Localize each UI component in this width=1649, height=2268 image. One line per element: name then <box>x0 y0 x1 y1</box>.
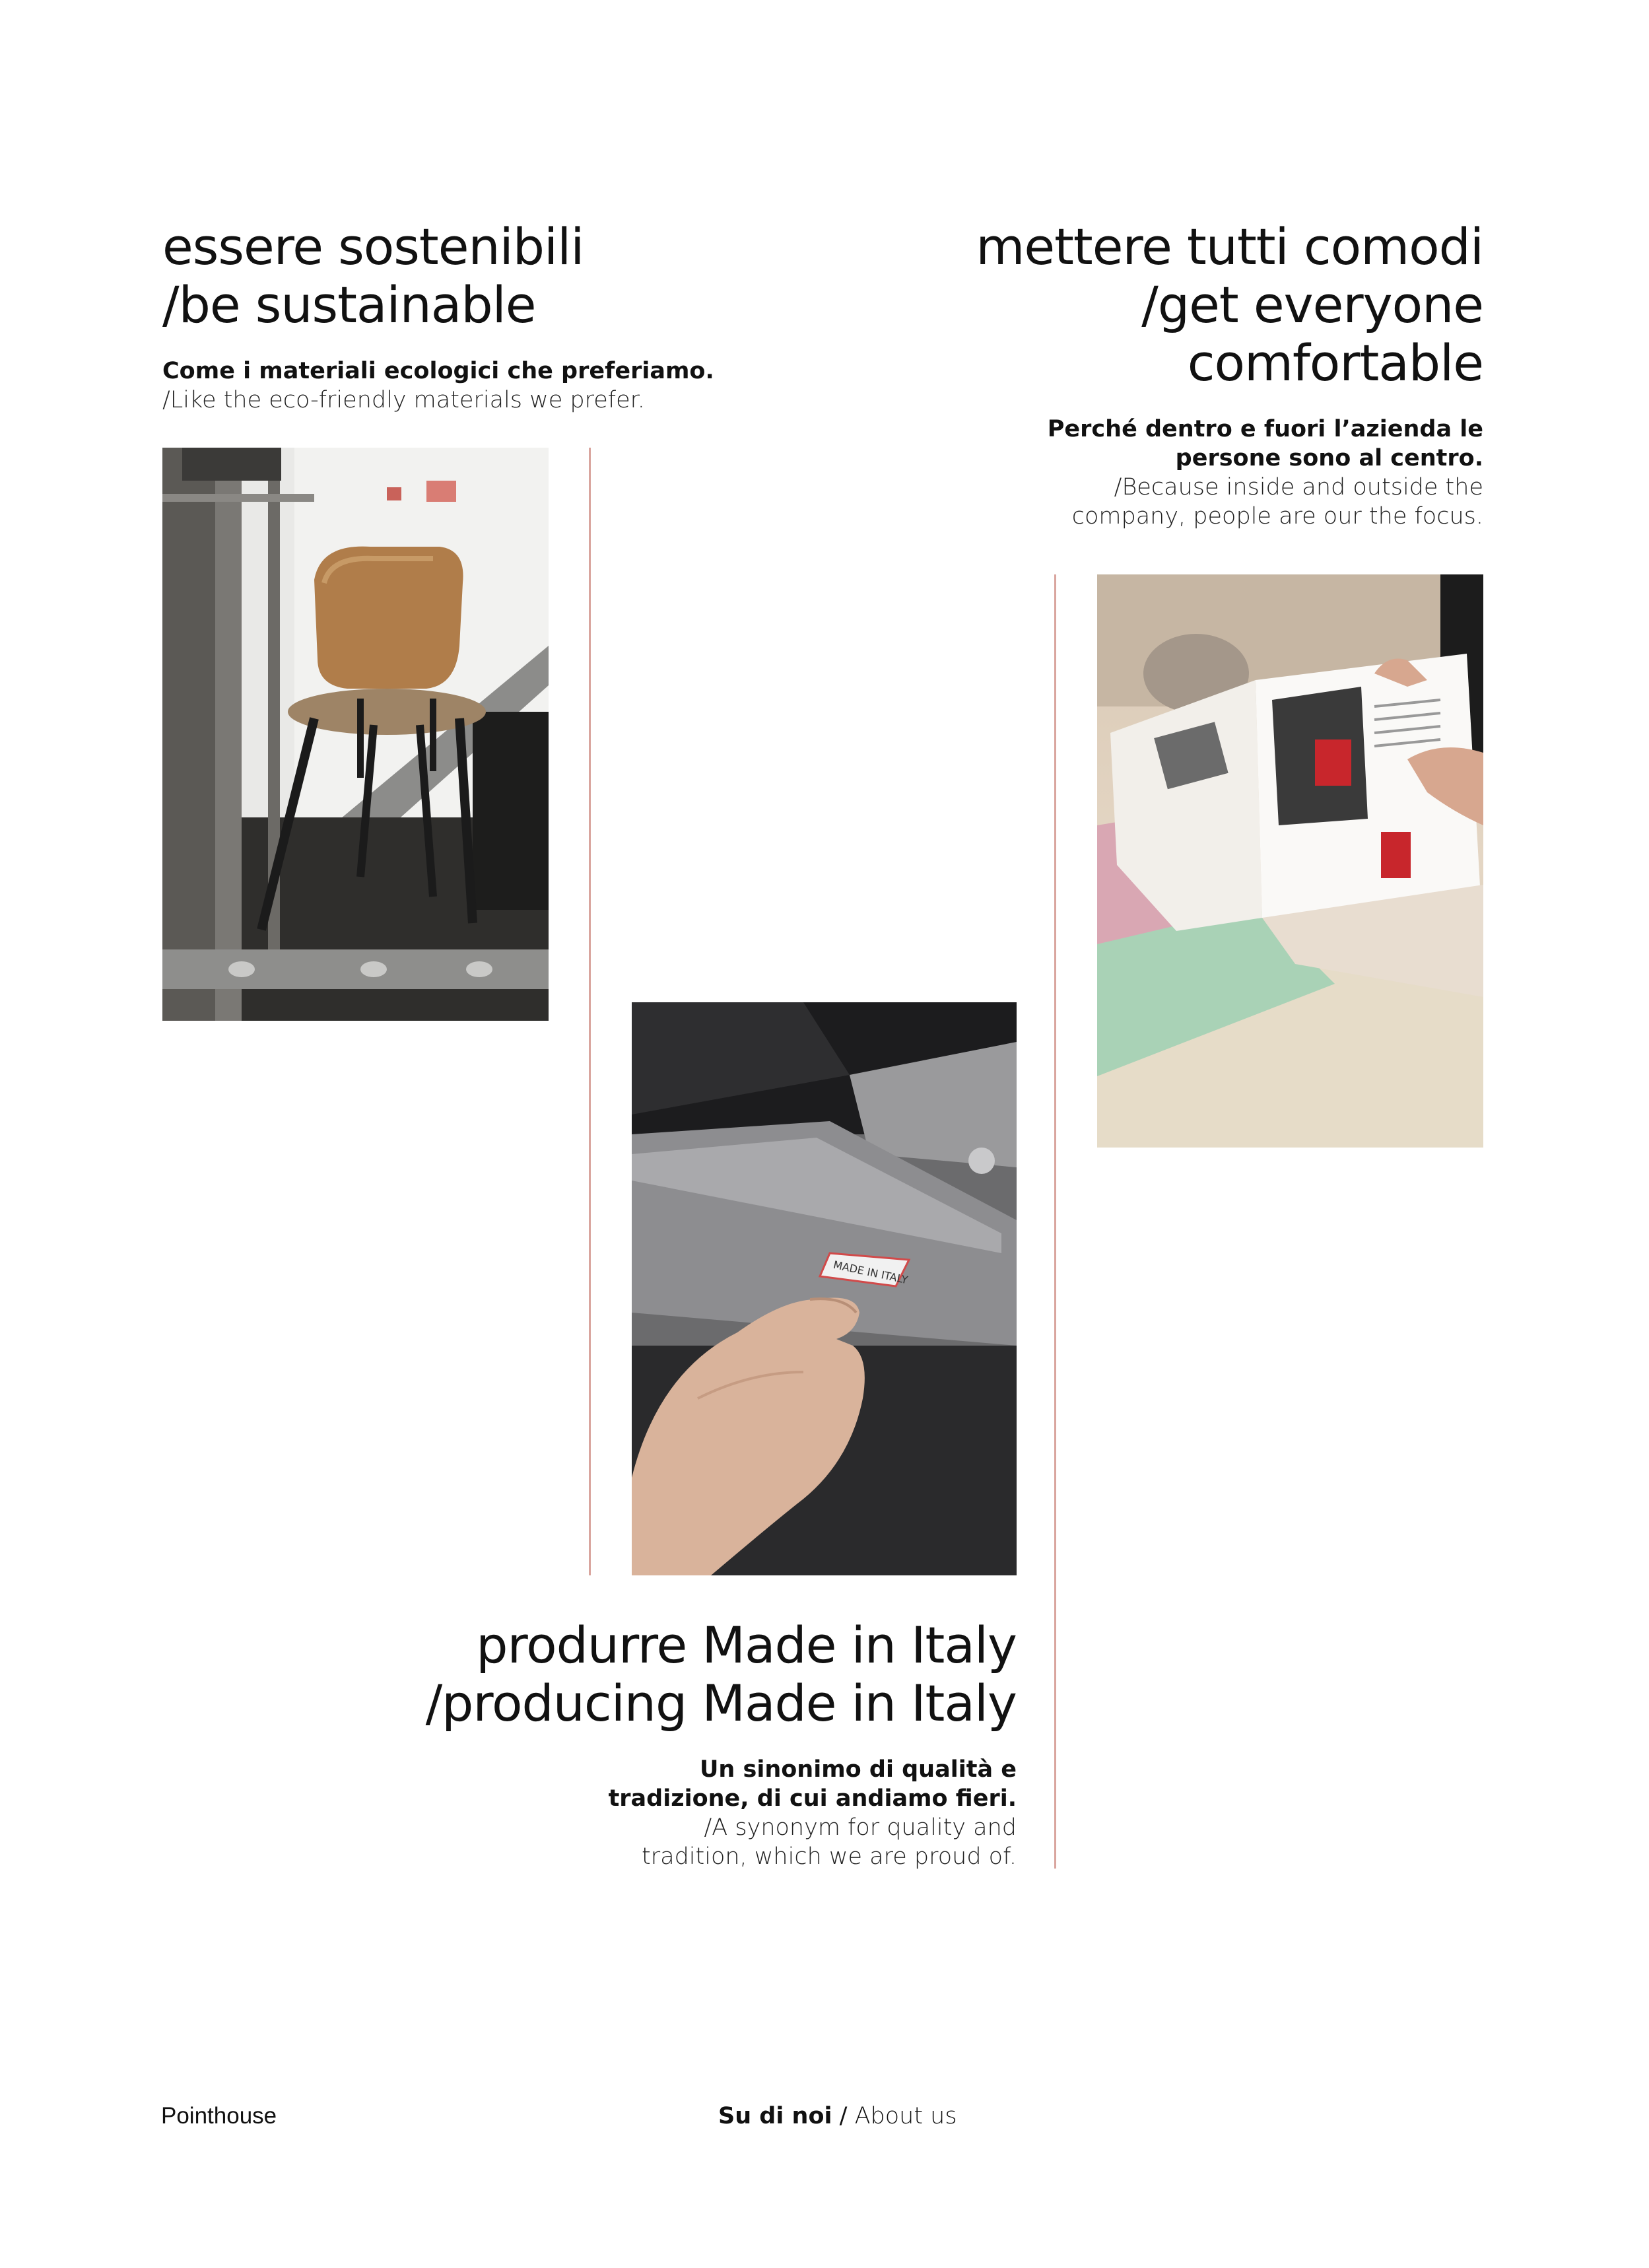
made-in-italy-title-it: produrre Made in Italy <box>476 1616 1017 1674</box>
comfortable-title-line2: /get everyone <box>1141 275 1483 334</box>
comfortable-heading <box>825 218 1483 392</box>
made-in-italy-text-en-line2: tradition, which we are proud of. <box>642 1843 1017 1870</box>
made-in-italy-title-en: /producing Made in Italy <box>425 1674 1017 1733</box>
sustainable-heading <box>162 218 757 334</box>
comfortable-text-it-line1: Perché dentro e fuori l’azienda le <box>1047 416 1483 442</box>
sustainable-description <box>162 357 757 415</box>
chair-photo <box>162 448 549 1021</box>
sustainable-text-it: Come i materiali ecologici che preferiamo. <box>162 358 714 384</box>
sustainable-title-en: /be sustainable <box>162 275 536 334</box>
made-in-italy-description <box>356 1755 1017 1871</box>
comfortable-description <box>825 415 1483 531</box>
made-in-italy-text-it-line2: tradizione, di cui andiamo fieri. <box>608 1785 1017 1812</box>
comfortable-text-en-line1: /Because inside and outside the <box>1114 474 1483 500</box>
footer-section <box>718 2103 957 2129</box>
section-sustainable <box>162 218 757 415</box>
comfortable-title-line1: mettere tutti comodi <box>976 217 1483 276</box>
footer-section-it: Su di noi <box>718 2103 832 2129</box>
magazine-photo <box>1097 574 1483 1148</box>
footer-brand: Pointhouse <box>161 2103 277 2129</box>
section-made-in-italy <box>356 1616 1017 1871</box>
made-in-italy-label-text: MADE IN ITALY <box>832 1258 909 1287</box>
made-in-italy-photo <box>632 1002 1017 1575</box>
comfortable-title-line3: comfortable <box>1187 333 1483 392</box>
made-in-italy-text-it-line1: Un sinonimo di qualità e <box>699 1756 1017 1783</box>
footer-separator: / <box>832 2103 855 2129</box>
made-in-italy-heading <box>356 1616 1017 1733</box>
made-in-italy-text-en-line1: /A synonym for quality and <box>704 1814 1017 1841</box>
comfortable-text-it-line2: persone sono al centro. <box>1175 445 1483 471</box>
accent-line-right <box>1054 574 1056 1869</box>
sustainable-title-it: essere sostenibili <box>162 217 584 276</box>
footer-section-en: About us <box>854 2103 957 2129</box>
sustainable-text-en: /Like the eco-friendly materials we prefer. <box>162 387 645 413</box>
section-comfortable <box>825 218 1483 531</box>
accent-line-left <box>589 448 591 1575</box>
comfortable-text-en-line2: company, people are our the focus. <box>1071 503 1483 530</box>
